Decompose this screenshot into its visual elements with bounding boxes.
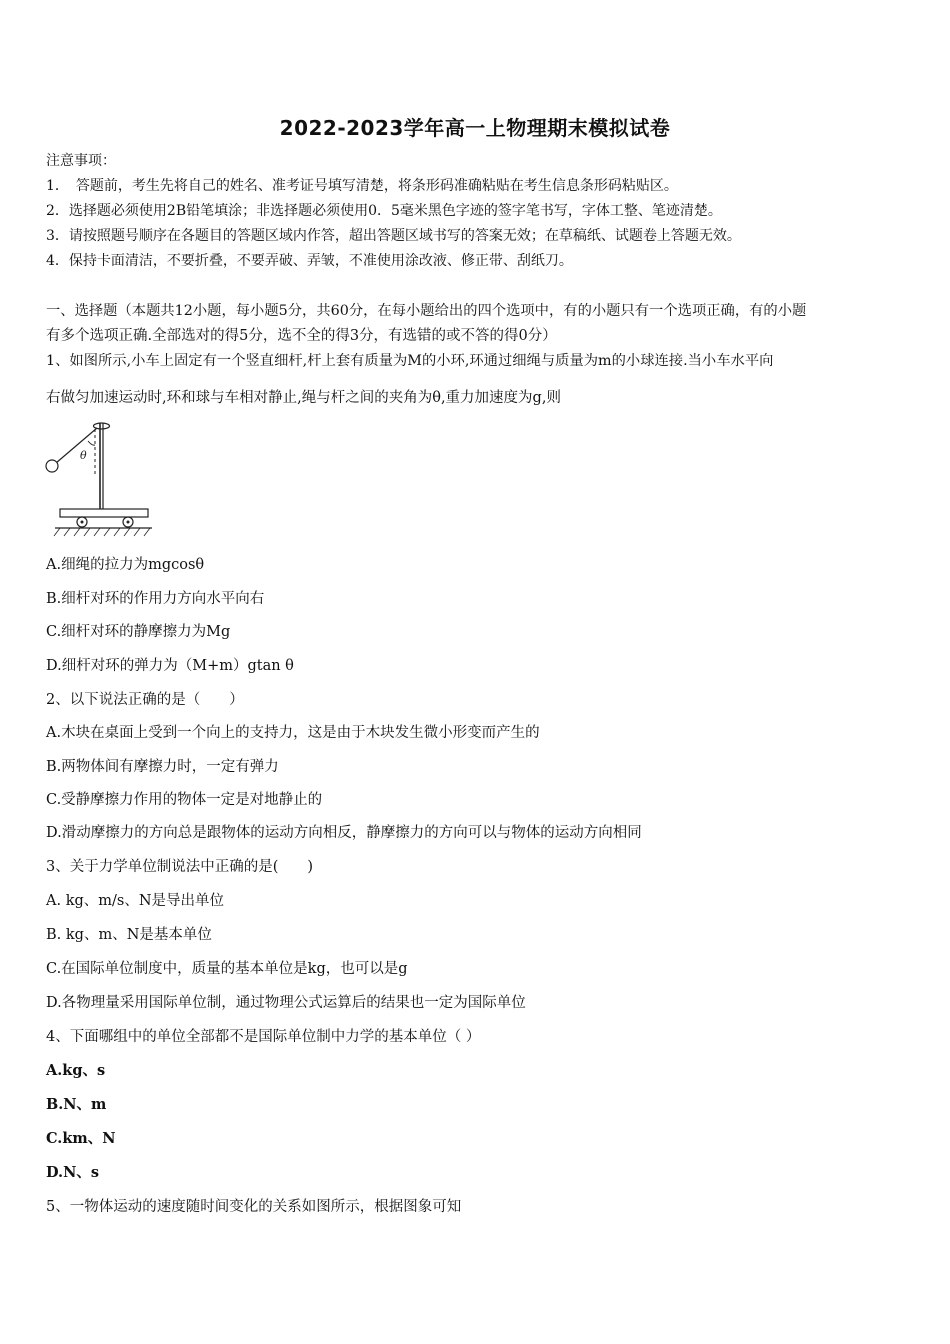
notice-item-1: 1． 答题前，考生先将自己的姓名、准考证号填写清楚，将条形码准确粘贴在考生信息条形码粘贴区。: [46, 178, 678, 194]
notice-item-4: 4．保持卡面清洁，不要折叠，不要弄破、弄皱，不准使用涂改液、修正带、刮纸刀。: [46, 253, 573, 269]
notice-heading: 注意事项：: [46, 153, 116, 169]
question-2-option-d: D.滑动摩擦力的方向总是跟物体的运动方向相反，静摩擦力的方向可以与物体的运动方向相同: [46, 825, 642, 841]
question-3-option-d: D.各物理量采用国际单位制，通过物理公式运算后的结果也一定为国际单位: [46, 995, 526, 1011]
question-1-option-d: D.细杆对环的弹力为（M+m）gtan θ: [46, 658, 294, 674]
question-3-option-c: C.在国际单位制度中，质量的基本单位是kg，也可以是g: [46, 961, 408, 977]
notice-item-3: 3．请按照题号顺序在各题目的答题区域内作答，超出答题区域书写的答案无效；在草稿纸、试题卷上答题无效。: [46, 228, 741, 244]
theta-label: θ: [80, 449, 87, 462]
question-4-option-c: C.km、N: [46, 1130, 116, 1147]
question-3-stem: 3、关于力学单位制说法中正确的是( ): [46, 859, 314, 875]
question-3-option-a: A. kg、m/s、N是导出单位: [46, 893, 225, 909]
question-4-option-a: A.kg、s: [46, 1062, 106, 1079]
question-4-option-d: D.N、s: [46, 1164, 100, 1181]
question-5-stem: 5、一物体运动的速度随时间变化的关系如图所示，根据图象可知: [46, 1199, 462, 1215]
question-3-option-b: B. kg、m、N是基本单位: [46, 927, 212, 943]
question-1-stem-line-1: 1、如图所示,小车上固定有一个竖直细杆,杆上套有质量为M的小环,环通过细绳与质量为m的小球连接.当小车水平向: [46, 353, 774, 369]
section-instructions-line-2: 有多个选项正确.全部选对的得5分，选不全的得3分，有选错的或不答的得0分）: [46, 328, 557, 344]
question-1-option-c: C.细杆对环的静摩擦力为Mg: [46, 624, 231, 640]
section-instructions-line-1: 一、选择题（本题共12小题，每小题5分，共60分，在每小题给出的四个选项中，有的小题只有一个选项正确，有的小题: [46, 303, 807, 319]
notice-item-2: 2．选择题必须使用2B铅笔填涂；非选择题必须使用0．5毫米黑色字迹的签字笔书写，字体工整、笔迹清楚。: [46, 203, 722, 219]
question-4-stem: 4、下面哪组中的单位全部都不是国际单位制中力学的基本单位（ ）: [46, 1029, 481, 1045]
question-2-stem: 2、以下说法正确的是（ ）: [46, 692, 244, 708]
question-2-option-c: C.受静摩擦力作用的物体一定是对地静止的: [46, 792, 323, 808]
question-2-option-b: B.两物体间有摩擦力时，一定有弹力: [46, 759, 279, 775]
question-1-option-b: B.细杆对环的作用力方向水平向右: [46, 591, 265, 607]
question-2-option-a: A.木块在桌面上受到一个向上的支持力，这是由于木块发生微小形变而产生的: [46, 725, 540, 741]
question-4-option-b: B.N、m: [46, 1096, 107, 1113]
cart-pendulum-figure: [40, 415, 155, 540]
question-1-stem-line-2: 右做匀加速运动时,环和球与车相对静止,绳与杆之间的夹角为θ,重力加速度为g,则: [46, 390, 561, 406]
page-title: 2022-2023学年高一上物理期末模拟试卷: [279, 116, 671, 140]
question-1-option-a: A.细绳的拉力为mgcosθ: [46, 557, 205, 573]
